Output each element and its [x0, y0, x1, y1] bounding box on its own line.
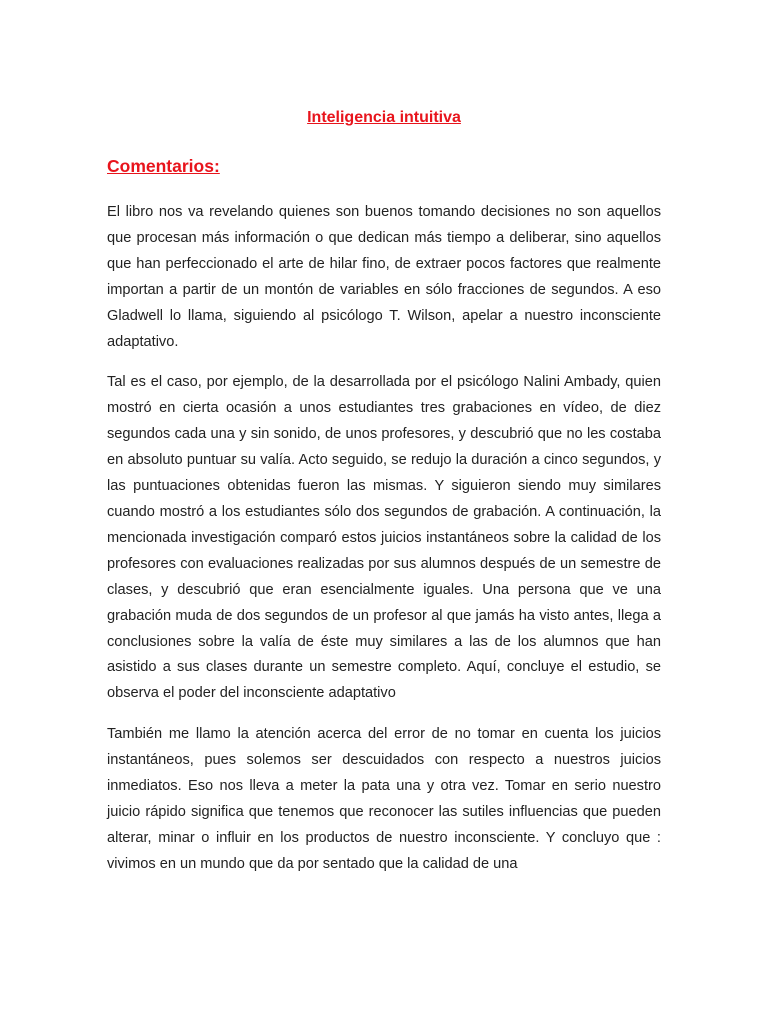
document-title: Inteligencia intuitiva: [307, 109, 461, 126]
paragraph: Tal es el caso, por ejemplo, de la desarrollada por el psicólogo Nalini Ambady, quien mostró en cierta ocasión a unos estudiantes tres grabaciones en vídeo, de diez segundos cada una y sin sonido, de unos profesores, y descubrió que no les costaba en absoluto puntuar su valía. Acto seguido, se redujo la duración a cinco segundos, y las puntuaciones obtenidas fueron las mismas. Y siguieron siendo muy similares cuando mostró a los estudiantes sólo dos segundos de grabación. A continuación, la mencionada investigación comparó estos juicios instantáneos sobre la calidad de los profesores con evaluaciones realizadas por sus alumnos después de un semestre de clases, y descubrió que eran esencialmente iguales. Una persona que ve una grabación muda de dos segundos de un profesor al que jamás ha visto antes, llega a conclusiones sobre la valía de éste muy similares a las de los alumnos que han asistido a sus clases durante un semestre completo. Aquí, concluye el estudio, se observa el poder del inconsciente adaptativo: [107, 374, 661, 702]
section-heading: Comentarios:: [107, 156, 220, 176]
document-body: [107, 200, 661, 893]
paragraph: También me llamo la atención acerca del error de no tomar en cuenta los juicios instantáneos, pues solemos ser descuidados con respecto a nuestros juicios inmediatos. Eso nos lleva a meter la pata una y otra vez. Tomar en serio nuestro juicio rápido significa que tenemos que reconocer las sutiles influencias que pueden alterar, minar o influir en los productos de nuestro inconsciente. Y concluyo que : vivimos en un mundo que da por sentado que la calidad de una: [107, 726, 661, 872]
paragraph: El libro nos va revelando quienes son buenos tomando decisiones no son aquellos que procesan más información o que dedican más tiempo a deliberar, sino aquellos que han perfeccionado el arte de hilar fino, de extraer pocos factores que realmente importan a partir de un montón de variables en sólo fracciones de segundos. A eso Gladwell lo llama, siguiendo al psicólogo T. Wilson, apelar a nuestro inconsciente adaptativo.: [107, 204, 661, 350]
